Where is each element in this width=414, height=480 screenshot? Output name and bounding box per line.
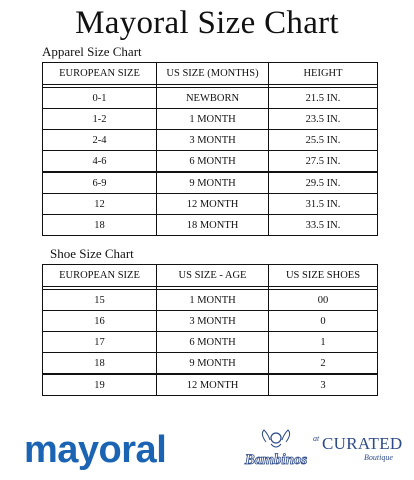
apparel-section-label: Apparel Size Chart bbox=[42, 44, 142, 59]
curated-wordmark: CURATED bbox=[322, 434, 403, 453]
table-cell: 3 MONTH bbox=[157, 130, 269, 151]
table-header-row bbox=[43, 265, 378, 287]
curated-at-text: at bbox=[313, 434, 320, 443]
table-cell: 12 MONTH bbox=[157, 194, 269, 215]
table-row bbox=[43, 88, 378, 109]
table-cell: 3 MONTH bbox=[157, 311, 269, 332]
table-cell: 6-9 bbox=[43, 172, 157, 194]
table-cell: 29.5 IN. bbox=[269, 172, 378, 194]
table-cell: NEWBORN bbox=[157, 88, 269, 109]
table-cell: 33.5 IN. bbox=[269, 215, 378, 236]
table-cell: 00 bbox=[269, 290, 378, 311]
table-cell: 1 MONTH bbox=[157, 109, 269, 130]
table-row bbox=[43, 290, 378, 311]
table-cell: 2-4 bbox=[43, 130, 157, 151]
table-header-row bbox=[43, 63, 378, 85]
table-cell: 1-2 bbox=[43, 109, 157, 130]
table-row bbox=[43, 374, 378, 396]
table-row bbox=[43, 172, 378, 194]
table-row bbox=[43, 194, 378, 215]
shoe-size-table bbox=[42, 264, 378, 396]
table-cell: 27.5 IN. bbox=[269, 151, 378, 173]
table-cell: 0 bbox=[269, 311, 378, 332]
table-cell: 25.5 IN. bbox=[269, 130, 378, 151]
column-header: HEIGHT bbox=[269, 63, 378, 85]
column-header: US SIZE - AGE bbox=[157, 265, 269, 287]
table-cell: 1 MONTH bbox=[157, 290, 269, 311]
table-row bbox=[43, 151, 378, 173]
table-row bbox=[43, 353, 378, 375]
column-header: EUROPEAN SIZE bbox=[43, 265, 157, 287]
table-cell: 3 bbox=[269, 374, 378, 396]
table-cell: 18 bbox=[43, 353, 157, 375]
table-cell: 2 bbox=[269, 353, 378, 375]
column-header: EUROPEAN SIZE bbox=[43, 63, 157, 85]
table-cell: 23.5 IN. bbox=[269, 109, 378, 130]
table-cell: 31.5 IN. bbox=[269, 194, 378, 215]
table-cell: 18 MONTH bbox=[157, 215, 269, 236]
shoe-section-label: Shoe Size Chart bbox=[50, 246, 134, 261]
table-row bbox=[43, 215, 378, 236]
table-cell: 16 bbox=[43, 311, 157, 332]
apparel-size-table bbox=[42, 62, 378, 236]
table-cell: 0-1 bbox=[43, 88, 157, 109]
table-cell: 21.5 IN. bbox=[269, 88, 378, 109]
table-row bbox=[43, 130, 378, 151]
table-row bbox=[43, 109, 378, 130]
table-cell: 19 bbox=[43, 374, 157, 396]
table-cell: 1 bbox=[269, 332, 378, 353]
table-cell: 6 MONTH bbox=[157, 332, 269, 353]
table-row bbox=[43, 332, 378, 353]
page-title: Mayoral Size Chart bbox=[75, 5, 339, 41]
table-cell: 17 bbox=[43, 332, 157, 353]
table-cell: 18 bbox=[43, 215, 157, 236]
bambinos-logo-icon bbox=[236, 428, 316, 478]
table-cell: 6 MONTH bbox=[157, 151, 269, 173]
column-header: US SIZE (MONTHS) bbox=[157, 63, 269, 85]
table-cell: 9 MONTH bbox=[157, 353, 269, 375]
table-cell: 15 bbox=[43, 290, 157, 311]
table-cell: 9 MONTH bbox=[157, 172, 269, 194]
mayoral-logo: mayoral bbox=[24, 429, 167, 471]
table-cell: 12 bbox=[43, 194, 157, 215]
curated-boutique-text: Boutique bbox=[364, 453, 393, 462]
table-cell: 4-6 bbox=[43, 151, 157, 173]
bambinos-curated-logo bbox=[236, 428, 406, 478]
table-cell: 12 MONTH bbox=[157, 374, 269, 396]
column-header: US SIZE SHOES bbox=[269, 265, 378, 287]
table-row bbox=[43, 311, 378, 332]
bambinos-wordmark: Bambinos bbox=[244, 452, 308, 468]
